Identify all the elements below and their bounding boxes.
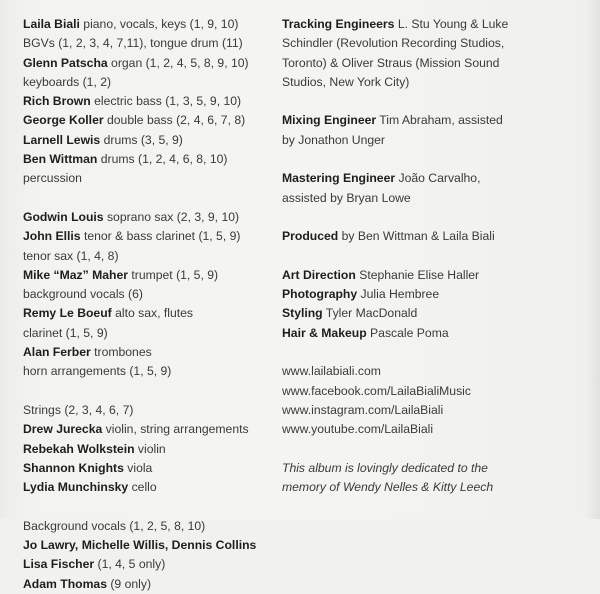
spacer: [282, 247, 582, 266]
tracking-credit: Tracking Engineers L. Stu Young & Luke: [282, 17, 509, 31]
credit-line: percussion: [23, 171, 82, 186]
credit-line: Larnell Lewis drums (3, 5, 9): [23, 132, 183, 147]
credit-line: background vocals (6): [23, 287, 143, 302]
credit-line: Mike “Maz” Maher trumpet (1, 5, 9): [23, 267, 219, 282]
mastering-credit: Mastering Engineer João Carvalho,: [282, 171, 481, 186]
spacer: [23, 382, 285, 401]
credit-line: John Ellis tenor & bass clarinet (1, 5, 9): [23, 229, 241, 244]
mixing-credit: Mixing Engineer Tim Abraham, assisted: [282, 113, 503, 128]
credit-line: George Koller double bass (2, 4, 6, 7, 8): [23, 113, 246, 128]
facebook-link[interactable]: www.facebook.com/LailaBialiMusic: [282, 383, 471, 398]
credit-line: Drew Jurecka violin, string arrangements: [23, 422, 249, 437]
photography-credit: Photography Julia Hembree: [282, 287, 440, 302]
spacer: [282, 440, 582, 459]
credit-line: Laila Biali piano, vocals, keys (1, 9, 10): [23, 17, 239, 31]
art-direction-credit: Art Direction Stephanie Elise Haller: [282, 267, 480, 282]
credit-line: tenor sax (1, 4, 8): [23, 248, 119, 263]
credit-line: Ben Wittman drums (1, 2, 4, 6, 8, 10): [23, 152, 228, 167]
spacer: [282, 92, 582, 111]
spacer: [282, 150, 582, 169]
credit-line: Schindler (Revolution Recording Studios,: [282, 36, 505, 51]
dedication-line: memory of Wendy Nelles & Kitty Leech: [282, 480, 494, 495]
hair-makeup-credit: Hair & Makeup Pascale Poma: [282, 325, 449, 340]
spacer: [282, 208, 582, 227]
credit-line: Studios, New York City): [282, 74, 410, 89]
spacer: [23, 189, 285, 208]
credit-line: Remy Le Boeuf alto sax, flutes: [23, 306, 194, 321]
credit-line: Alan Ferber trombones: [23, 345, 152, 360]
credit-line: Toronto) & Oliver Straus (Mission Sound: [282, 55, 500, 70]
credit-line: BGVs (1, 2, 3, 4, 7,11), tongue drum (11): [23, 36, 243, 51]
credit-line: Strings (2, 3, 4, 6, 7): [23, 402, 134, 417]
credit-line: Godwin Louis soprano sax (2, 3, 9, 10): [23, 209, 240, 224]
website-link[interactable]: www.lailabiali.com: [282, 364, 381, 379]
youtube-link[interactable]: www.youtube.com/LailaBiali: [282, 422, 434, 437]
spacer: [282, 343, 582, 362]
instagram-link[interactable]: www.instagram.com/LailaBiali: [282, 402, 444, 417]
credit-line: Jo Lawry, Michelle Willis, Dennis Collins: [23, 538, 257, 553]
credit-line: Lisa Fischer (1, 4, 5 only): [23, 557, 166, 572]
credit-line: keyboards (1, 2): [23, 74, 112, 89]
credit-line: clarinet (1, 5, 9): [23, 325, 108, 340]
styling-credit: Styling Tyler MacDonald: [282, 306, 418, 321]
credit-line: Shannon Knights viola: [23, 460, 153, 475]
credit-line: by Jonathon Unger: [282, 132, 385, 147]
page-edge-shadow: [586, 0, 600, 519]
credit-line: Adam Thomas (9 only): [23, 576, 152, 591]
credit-line: Rich Brown electric bass (1, 3, 5, 9, 10): [23, 94, 242, 109]
credit-line: Rebekah Wolkstein violin: [23, 441, 166, 456]
credit-line: Glenn Patscha organ (1, 2, 4, 5, 8, 9, 10): [23, 55, 249, 70]
musician-credits-column: [23, 15, 285, 594]
produced-credit: Produced by Ben Wittman & Laila Biali: [282, 229, 495, 244]
spacer: [23, 497, 285, 516]
production-credits-column: [282, 15, 582, 497]
credit-line: Lydia Munchinsky cello: [23, 480, 157, 495]
credit-line: horn arrangements (1, 5, 9): [23, 364, 172, 379]
dedication-line: This album is lovingly dedicated to the: [282, 460, 488, 475]
credit-line: assisted by Bryan Lowe: [282, 190, 411, 205]
credit-line: Background vocals (1, 2, 5, 8, 10): [23, 518, 206, 533]
